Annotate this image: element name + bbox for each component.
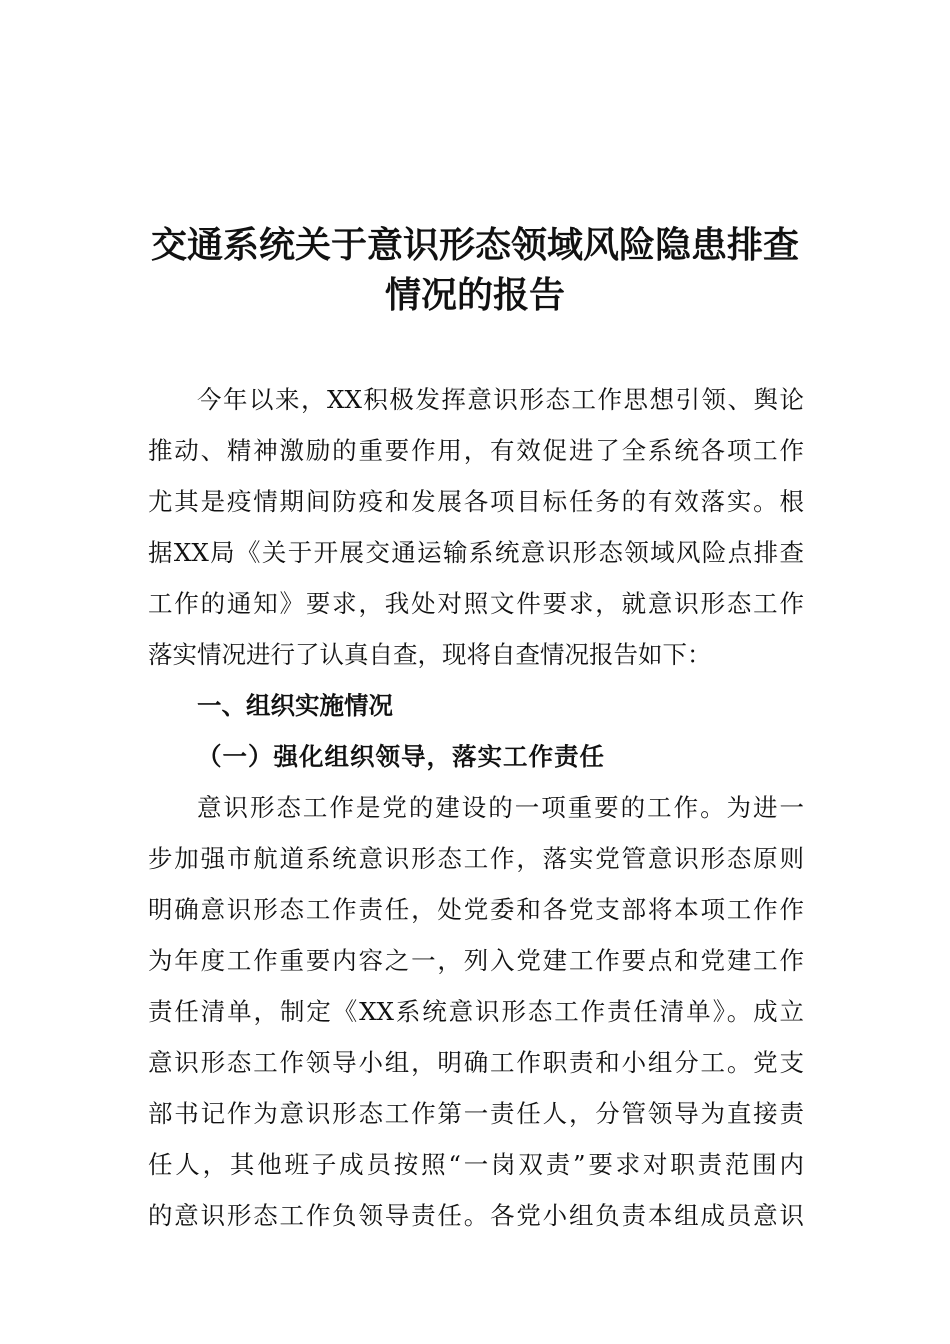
body-paragraph-line: 明确意识形态工作责任，处党委和各党支部将本项工作作 — [148, 895, 804, 924]
section-heading: 一、组织实施情况 — [197, 691, 393, 720]
body-paragraph-line: 责任清单，制定《XX系统意识形态工作责任清单》。成立 — [148, 997, 804, 1026]
body-paragraph-line: 步加强市航道系统意识形态工作，落实党管意识形态原则 — [148, 844, 804, 873]
document-title-line-1: 交通系统关于意识形态领域风险隐患排查 — [150, 225, 799, 266]
intro-paragraph-line: 工作的通知》要求，我处对照文件要求，就意识形态工作 — [148, 589, 804, 618]
intro-paragraph-line: 落实情况进行了认真自查，现将自查情况报告如下： — [148, 640, 712, 669]
body-paragraph-line: 任人，其他班子成员按照“一岗双责”要求对职责范围内 — [148, 1150, 804, 1179]
body-paragraph-line: 的意识形态工作负领导责任。各党小组负责本组成员意识 — [148, 1201, 804, 1230]
document-title-line-2: 情况的报告 — [384, 275, 565, 316]
intro-paragraph-line: 据XX局《关于开展交通运输系统意识形态领域风险点排查 — [148, 538, 804, 567]
intro-paragraph-line: 推动、精神激励的重要作用，有效促进了全系统各项工作 — [148, 436, 804, 465]
intro-paragraph-line: 今年以来，XX积极发挥意识形态工作思想引领、舆论 — [197, 385, 804, 414]
body-paragraph-line: 部书记作为意识形态工作第一责任人，分管领导为直接责 — [148, 1099, 804, 1128]
body-paragraph-line: 意识形态工作领导小组，明确工作职责和小组分工。党支 — [148, 1048, 804, 1077]
intro-paragraph-line: 尤其是疫情期间防疫和发展各项目标任务的有效落实。根 — [148, 487, 804, 516]
subsection-heading: （一）强化组织领导，落实工作责任 — [197, 742, 605, 771]
body-paragraph-line: 为年度工作重要内容之一，列入党建工作要点和党建工作 — [148, 946, 804, 975]
body-paragraph-line: 意识形态工作是党的建设的一项重要的工作。为进一 — [197, 793, 804, 822]
